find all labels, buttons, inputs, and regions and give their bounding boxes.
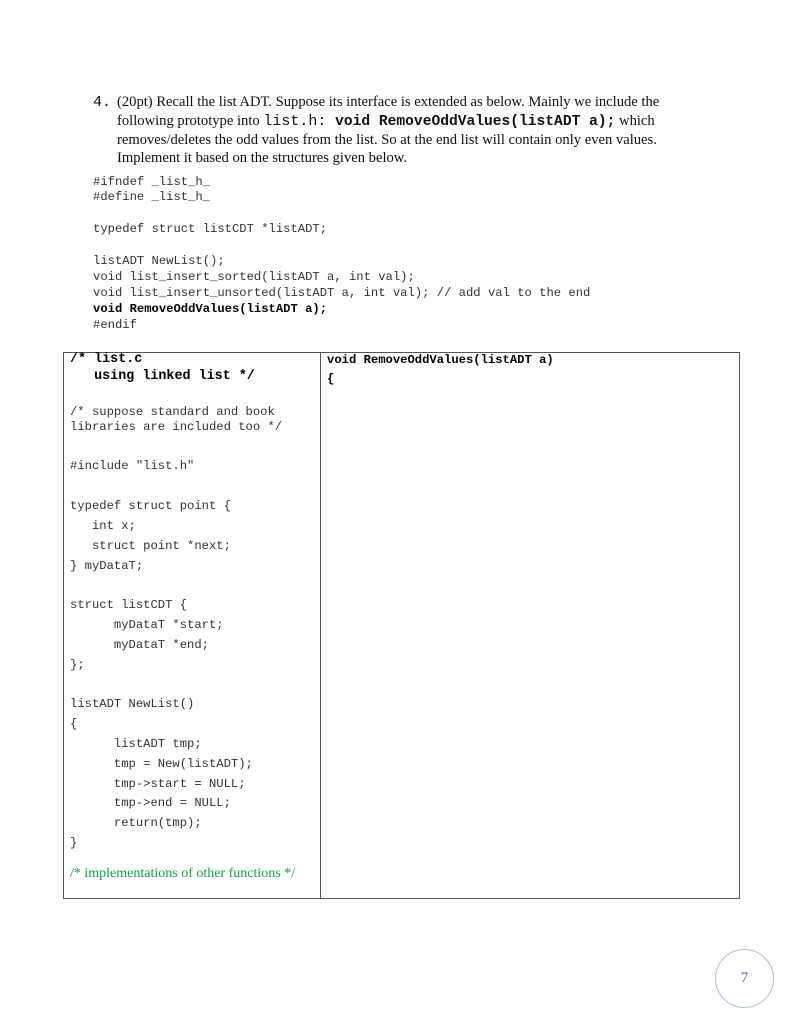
code-line: struct point *next;	[70, 539, 231, 553]
code-line: }	[70, 836, 78, 850]
code-line: tmp = New(listADT);	[70, 757, 253, 771]
code-line: void list_insert_sorted(listADT a, int val);	[93, 270, 415, 284]
code-line: tmp->end = NULL;	[70, 796, 231, 810]
code-line: myDataT *end;	[70, 638, 209, 652]
code-line: struct listCDT {	[70, 598, 188, 612]
function-signature: void RemoveOddValues(listADT a)	[327, 353, 554, 367]
code-line: listADT NewList();	[93, 254, 225, 268]
code-line: typedef struct point {	[70, 499, 231, 513]
code-line: #ifndef _list_h_	[93, 175, 211, 189]
code-line: int x;	[70, 519, 136, 533]
question-line-1: (20pt) Recall the list ADT. Suppose its interface is extended as below. Mainly we include the	[117, 94, 660, 110]
code-line-bold: void RemoveOddValues(listADT a);	[93, 302, 328, 316]
question-number: 4.	[93, 94, 112, 111]
code-line: listADT tmp;	[70, 737, 202, 751]
code-line: {	[70, 717, 78, 731]
file-title: using linked list */	[70, 369, 255, 384]
page-number: 7	[715, 949, 774, 1008]
open-brace: {	[327, 372, 335, 386]
question-line-2: following prototype into list.h: void RemoveOddValues(listADT a); which	[117, 113, 655, 130]
code-line: #endif	[93, 318, 137, 332]
file-title: /* list.c	[70, 352, 143, 367]
question-line-3: removes/deletes the odd values from the list. So at the end list will contain only even values.	[117, 132, 657, 148]
code-line: } myDataT;	[70, 559, 144, 573]
code-line: libraries are included too */	[70, 420, 283, 434]
code-line: };	[70, 658, 85, 672]
code-line: /* suppose standard and book	[70, 405, 275, 419]
code-line: tmp->start = NULL;	[70, 777, 246, 791]
question-line-4: Implement it based on the structures given below.	[117, 150, 408, 166]
code-line: void list_insert_unsorted(listADT a, int val); // add val to the end	[93, 286, 591, 300]
code-line: typedef struct listCDT *listADT;	[93, 222, 328, 236]
code-line: listADT NewList()	[70, 697, 195, 711]
code-line: #define _list_h_	[93, 190, 211, 204]
prototype: void RemoveOddValues(listADT a);	[326, 114, 616, 130]
file-name: list.h:	[263, 113, 327, 130]
code-line: myDataT *start;	[70, 618, 224, 632]
table-divider	[320, 352, 321, 898]
implementation-comment: /* implementations of other functions */	[70, 866, 296, 881]
code-line: return(tmp);	[70, 816, 202, 830]
code-line: #include "list.h"	[70, 459, 195, 473]
